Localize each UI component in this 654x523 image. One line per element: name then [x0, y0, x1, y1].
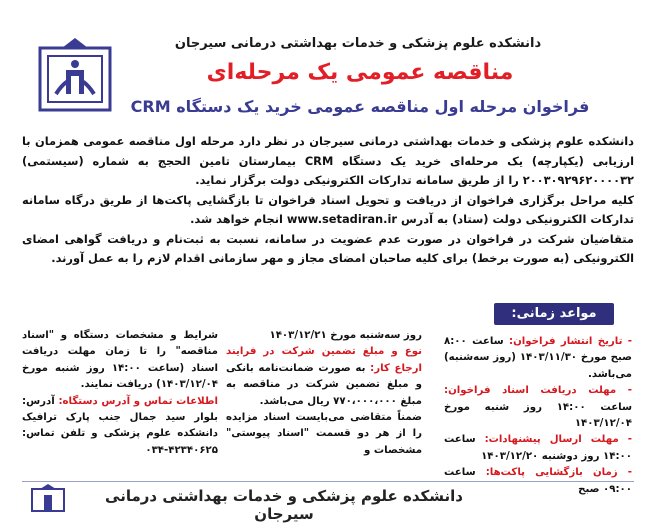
schedule-item-value: ساعت ۱۴:۰۰ روز شنبه مورخ ۱۴۰۳/۱۲/۰۴ [444, 401, 633, 430]
guarantee-value: به صورت ضمانت‌نامه بانکی و مبلغ تضمین شرکت در مناقصه به مبلغ ۷۷۰،۰۰۰،۰۰۰ ریال می‌باشد. [226, 362, 422, 407]
schedule-column-2 [226, 328, 422, 459]
schedule-item-label: - مهلت دریافت اسناد فراخوان: [444, 385, 632, 397]
schedule-item-label: - زمان بازگشایی پاکت‌ها: [485, 467, 632, 479]
schedule-item-receive-docs [444, 383, 632, 432]
header [0, 0, 654, 120]
opening-date-text: روز سه‌شنبه مورخ ۱۴۰۳/۱۲/۲۱ [269, 330, 422, 341]
schedule-heading: مواعد زمانی: [494, 303, 614, 325]
documents-deadline-text: شرایط و مشخصات دستگاه و "اسناد مناقصه" را تا زمان مهلت دریافت اسناد (ساعت ۱۴:۰۰ روز شنبه مورخ ۱۴۰۳/۱۲/۰۴) دریافت نمایند. [22, 330, 218, 391]
intro-paragraph-2: کلیه مراحل برگزاری فراخوان از دریافت و تحویل اسناد فراخوان تا بازگشایی پاکت‌ها از طریق درگاه سامانه تدارکات الکترونیکی دولت (ستاد) به آدرس www.setadiran.ir انجام خواهد شد. [22, 192, 634, 226]
schedule-item-label: - مهلت ارسال پیشنهادات: [484, 434, 632, 446]
university-name: دانشکده علوم پزشکی و خدمات بهداشتی درمانی سیرجان [174, 36, 542, 51]
documents-note: ضمناً متقاضی می‌بایست اسناد مزایده را از هر دو قسمت "اسناد پیوستی" مشخصات و [226, 412, 422, 456]
page-subtitle: فراخوان مرحله اول مناقصه عمومی خرید یک دستگاه CRM [130, 97, 590, 116]
intro-paragraph-1: دانشکده علوم پزشکی و خدمات بهداشتی درمانی سیرجان در نظر دارد مرحله اول مناقصه عمومی همزمان با ارزیابی (یکپارچه) یک مرحله‌ای خرید یک دستگاه CRM بیمارستان تامین الحجج به شماره (سیستمی) ۲۰۰۳۰۹۲۹۶۲۰۰۰۰۳۲ را از طریق سامانه تدارکات الکترونیکی دولت برگزار نماید. [22, 134, 634, 187]
footer-logo-icon [28, 483, 68, 513]
contact-label: اطلاعات تماس و آدرس دستگاه: [58, 395, 218, 407]
schedule-column-3 [22, 328, 218, 459]
schedule-item-label: - تاریخ انتشار فراخوان: [509, 336, 632, 347]
intro-text [22, 132, 634, 269]
guarantee-label: نوع و مبلغ تضمین شرکت در فرایند ارجاع کار: [226, 346, 423, 374]
contact-value: آدرس: بلوار سید جمال جنب پارک ترافیک دانشکده علوم پزشکی و تلفن تماس: ۴۲۳۴۰۶۲۵-۰۳۴ [22, 395, 218, 456]
intro-paragraph-3: متقاضیان شرکت در فراخوان در صورت عدم عضویت در سامانه، نسبت به ثبت‌نام و دریافت گواهی امضای الکترونیکی (به صورت برخط) برای کلیه صاحبان امضای مجاز و مهر سازمانی اقدام لازم را به عمل آورند. [22, 231, 634, 265]
schedule-column-1 [444, 334, 632, 498]
schedule-item-value: ساعت ۰۹:۰۰ صبح [444, 467, 632, 495]
guarantee-text [226, 344, 422, 410]
footer-divider [22, 481, 634, 482]
footer [0, 479, 654, 523]
contact-text [22, 394, 218, 460]
schedule-item-value: ساعت ۸:۰۰ صبح مورخ ۱۴۰۳/۱۱/۳۰ (روز سه‌شنبه) می‌باشد. [444, 336, 632, 380]
schedule-item-submit [444, 432, 632, 465]
schedule-item-publish [444, 334, 632, 383]
schedule-item-value: ساعت ۱۴:۰۰ روز دوشنبه ۱۴۰۳/۱۲/۲۰ [444, 434, 632, 462]
page-title: مناقصه عمومی یک مرحله‌ای [206, 60, 514, 85]
footer-text: دانشکده علوم پزشکی و خدمات بهداشتی درمانی سیرجان [105, 487, 463, 523]
